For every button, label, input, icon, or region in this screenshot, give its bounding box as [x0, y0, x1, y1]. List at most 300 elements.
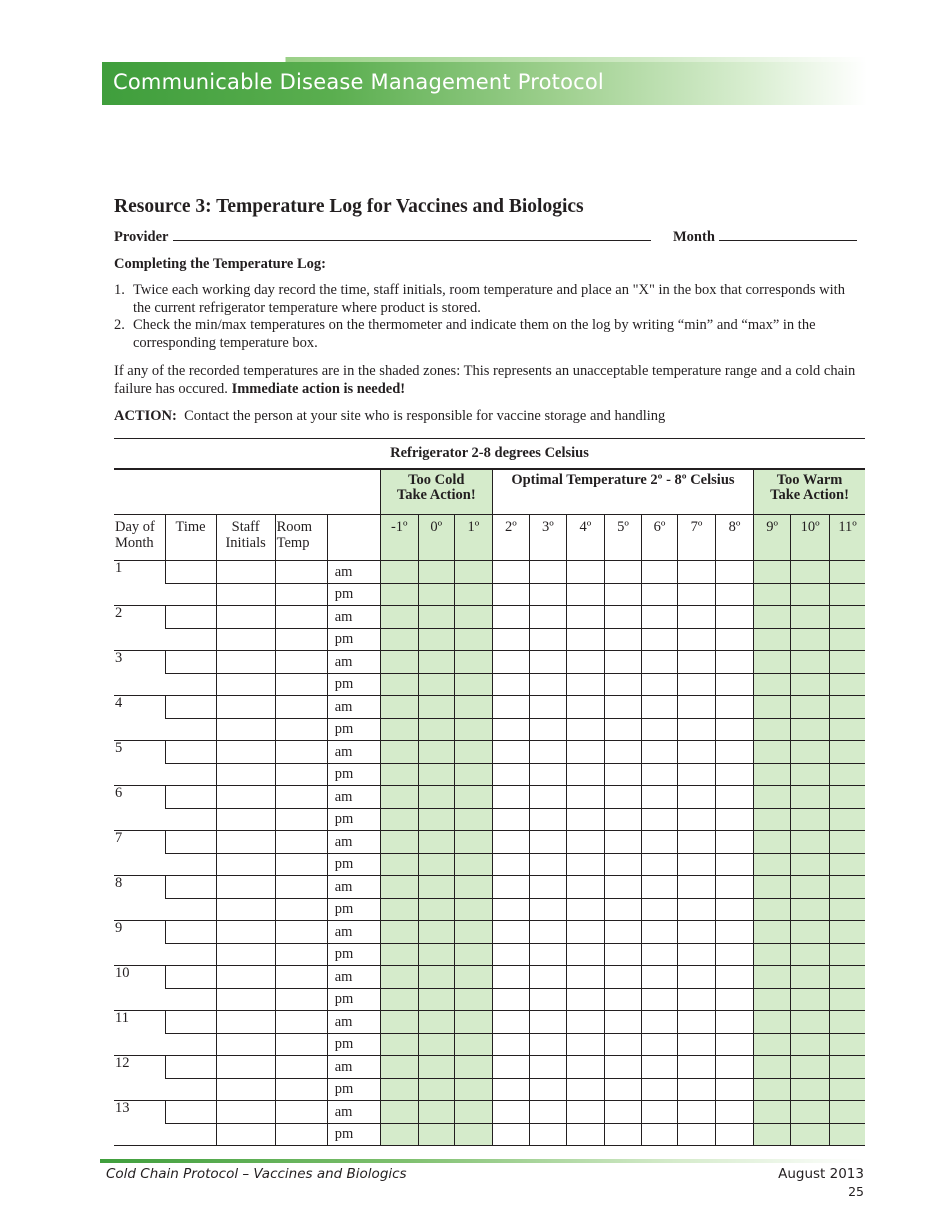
time-cell[interactable] [165, 673, 216, 696]
temperature-cell[interactable] [418, 741, 454, 764]
temperature-cell[interactable] [754, 718, 791, 741]
time-cell[interactable] [165, 606, 216, 629]
temperature-cell[interactable] [791, 966, 830, 989]
staff-initials-cell[interactable] [216, 561, 275, 584]
temperature-cell[interactable] [454, 786, 492, 809]
temperature-cell[interactable] [566, 583, 604, 606]
temperature-cell[interactable] [830, 1123, 865, 1146]
temperature-cell[interactable] [529, 628, 566, 651]
temperature-cell[interactable] [604, 651, 641, 674]
room-temp-cell[interactable] [275, 808, 327, 831]
room-temp-cell[interactable] [275, 943, 327, 966]
temperature-cell[interactable] [754, 741, 791, 764]
temperature-cell[interactable] [492, 943, 529, 966]
temperature-cell[interactable] [418, 696, 454, 719]
temperature-cell[interactable] [380, 898, 418, 921]
temperature-cell[interactable] [566, 853, 604, 876]
time-cell[interactable] [165, 943, 216, 966]
temperature-cell[interactable] [566, 988, 604, 1011]
temperature-cell[interactable] [604, 966, 641, 989]
temperature-cell[interactable] [380, 808, 418, 831]
temperature-cell[interactable] [754, 763, 791, 786]
temperature-cell[interactable] [716, 1011, 754, 1034]
temperature-cell[interactable] [791, 1101, 830, 1124]
temperature-cell[interactable] [604, 876, 641, 899]
temperature-cell[interactable] [830, 741, 865, 764]
temperature-cell[interactable] [380, 786, 418, 809]
staff-initials-cell[interactable] [216, 1078, 275, 1101]
temperature-cell[interactable] [454, 988, 492, 1011]
temperature-cell[interactable] [529, 1078, 566, 1101]
temperature-cell[interactable] [418, 853, 454, 876]
temperature-cell[interactable] [604, 718, 641, 741]
temperature-cell[interactable] [529, 1056, 566, 1079]
room-temp-cell[interactable] [275, 651, 327, 674]
temperature-cell[interactable] [641, 1123, 677, 1146]
temperature-cell[interactable] [791, 1056, 830, 1079]
temperature-cell[interactable] [754, 898, 791, 921]
room-temp-cell[interactable] [275, 898, 327, 921]
temperature-cell[interactable] [454, 831, 492, 854]
temperature-cell[interactable] [454, 741, 492, 764]
temperature-cell[interactable] [791, 561, 830, 584]
temperature-cell[interactable] [380, 943, 418, 966]
temperature-cell[interactable] [492, 1078, 529, 1101]
temperature-cell[interactable] [716, 606, 754, 629]
temperature-cell[interactable] [418, 988, 454, 1011]
temperature-cell[interactable] [716, 853, 754, 876]
time-cell[interactable] [165, 921, 216, 944]
temperature-cell[interactable] [791, 1078, 830, 1101]
room-temp-cell[interactable] [275, 786, 327, 809]
temperature-cell[interactable] [641, 561, 677, 584]
temperature-cell[interactable] [641, 606, 677, 629]
temperature-cell[interactable] [641, 1078, 677, 1101]
temperature-cell[interactable] [380, 966, 418, 989]
room-temp-cell[interactable] [275, 921, 327, 944]
temperature-cell[interactable] [604, 628, 641, 651]
time-cell[interactable] [165, 1078, 216, 1101]
temperature-cell[interactable] [566, 966, 604, 989]
temperature-cell[interactable] [791, 988, 830, 1011]
month-blank[interactable] [719, 228, 857, 241]
room-temp-cell[interactable] [275, 1033, 327, 1056]
temperature-cell[interactable] [791, 606, 830, 629]
temperature-cell[interactable] [566, 606, 604, 629]
temperature-cell[interactable] [604, 741, 641, 764]
temperature-cell[interactable] [791, 583, 830, 606]
time-cell[interactable] [165, 583, 216, 606]
temperature-cell[interactable] [677, 786, 715, 809]
temperature-cell[interactable] [641, 898, 677, 921]
staff-initials-cell[interactable] [216, 876, 275, 899]
temperature-cell[interactable] [791, 696, 830, 719]
time-cell[interactable] [165, 741, 216, 764]
staff-initials-cell[interactable] [216, 853, 275, 876]
temperature-cell[interactable] [716, 966, 754, 989]
time-cell[interactable] [165, 696, 216, 719]
temperature-cell[interactable] [454, 696, 492, 719]
temperature-cell[interactable] [754, 583, 791, 606]
temperature-cell[interactable] [716, 763, 754, 786]
temperature-cell[interactable] [716, 741, 754, 764]
time-cell[interactable] [165, 988, 216, 1011]
time-cell[interactable] [165, 966, 216, 989]
temperature-cell[interactable] [492, 763, 529, 786]
temperature-cell[interactable] [380, 988, 418, 1011]
temperature-cell[interactable] [418, 651, 454, 674]
temperature-cell[interactable] [418, 921, 454, 944]
temperature-cell[interactable] [677, 1033, 715, 1056]
temperature-cell[interactable] [830, 673, 865, 696]
room-temp-cell[interactable] [275, 673, 327, 696]
temperature-cell[interactable] [566, 943, 604, 966]
temperature-cell[interactable] [677, 1123, 715, 1146]
temperature-cell[interactable] [830, 876, 865, 899]
temperature-cell[interactable] [641, 673, 677, 696]
room-temp-cell[interactable] [275, 1056, 327, 1079]
temperature-cell[interactable] [380, 1123, 418, 1146]
temperature-cell[interactable] [418, 1011, 454, 1034]
temperature-cell[interactable] [566, 876, 604, 899]
staff-initials-cell[interactable] [216, 673, 275, 696]
temperature-cell[interactable] [754, 853, 791, 876]
temperature-cell[interactable] [566, 1011, 604, 1034]
temperature-cell[interactable] [830, 943, 865, 966]
temperature-cell[interactable] [830, 988, 865, 1011]
temperature-cell[interactable] [454, 853, 492, 876]
time-cell[interactable] [165, 763, 216, 786]
temperature-cell[interactable] [529, 606, 566, 629]
temperature-cell[interactable] [529, 1101, 566, 1124]
temperature-cell[interactable] [791, 853, 830, 876]
temperature-cell[interactable] [380, 1078, 418, 1101]
temperature-cell[interactable] [791, 673, 830, 696]
time-cell[interactable] [165, 561, 216, 584]
temperature-cell[interactable] [754, 786, 791, 809]
temperature-cell[interactable] [830, 718, 865, 741]
temperature-cell[interactable] [418, 831, 454, 854]
temperature-cell[interactable] [677, 831, 715, 854]
time-cell[interactable] [165, 1056, 216, 1079]
temperature-cell[interactable] [754, 696, 791, 719]
temperature-cell[interactable] [791, 651, 830, 674]
temperature-cell[interactable] [677, 1056, 715, 1079]
staff-initials-cell[interactable] [216, 718, 275, 741]
temperature-cell[interactable] [641, 1101, 677, 1124]
temperature-cell[interactable] [830, 628, 865, 651]
temperature-cell[interactable] [454, 808, 492, 831]
temperature-cell[interactable] [418, 1123, 454, 1146]
temperature-cell[interactable] [716, 876, 754, 899]
temperature-cell[interactable] [791, 763, 830, 786]
temperature-cell[interactable] [677, 808, 715, 831]
temperature-cell[interactable] [754, 1011, 791, 1034]
temperature-cell[interactable] [529, 808, 566, 831]
temperature-cell[interactable] [454, 943, 492, 966]
room-temp-cell[interactable] [275, 696, 327, 719]
temperature-cell[interactable] [604, 988, 641, 1011]
staff-initials-cell[interactable] [216, 1056, 275, 1079]
temperature-cell[interactable] [677, 1011, 715, 1034]
temperature-cell[interactable] [604, 921, 641, 944]
temperature-cell[interactable] [492, 1056, 529, 1079]
temperature-cell[interactable] [716, 808, 754, 831]
temperature-cell[interactable] [418, 606, 454, 629]
temperature-cell[interactable] [716, 696, 754, 719]
temperature-cell[interactable] [754, 1078, 791, 1101]
temperature-cell[interactable] [641, 741, 677, 764]
time-cell[interactable] [165, 718, 216, 741]
temperature-cell[interactable] [380, 606, 418, 629]
temperature-cell[interactable] [677, 651, 715, 674]
temperature-cell[interactable] [566, 718, 604, 741]
temperature-cell[interactable] [492, 741, 529, 764]
temperature-cell[interactable] [418, 1056, 454, 1079]
staff-initials-cell[interactable] [216, 943, 275, 966]
temperature-cell[interactable] [641, 943, 677, 966]
temperature-cell[interactable] [492, 808, 529, 831]
temperature-cell[interactable] [454, 651, 492, 674]
temperature-cell[interactable] [454, 921, 492, 944]
temperature-cell[interactable] [716, 831, 754, 854]
temperature-cell[interactable] [454, 561, 492, 584]
room-temp-cell[interactable] [275, 606, 327, 629]
temperature-cell[interactable] [418, 943, 454, 966]
temperature-cell[interactable] [454, 1011, 492, 1034]
temperature-cell[interactable] [830, 1033, 865, 1056]
room-temp-cell[interactable] [275, 1078, 327, 1101]
temperature-cell[interactable] [380, 921, 418, 944]
temperature-cell[interactable] [492, 921, 529, 944]
temperature-cell[interactable] [604, 853, 641, 876]
temperature-cell[interactable] [380, 741, 418, 764]
temperature-cell[interactable] [492, 1011, 529, 1034]
temperature-cell[interactable] [529, 786, 566, 809]
temperature-cell[interactable] [754, 988, 791, 1011]
temperature-cell[interactable] [380, 628, 418, 651]
temperature-cell[interactable] [604, 1011, 641, 1034]
temperature-cell[interactable] [380, 1011, 418, 1034]
temperature-cell[interactable] [716, 943, 754, 966]
temperature-cell[interactable] [754, 628, 791, 651]
temperature-cell[interactable] [492, 1033, 529, 1056]
temperature-cell[interactable] [566, 1056, 604, 1079]
time-cell[interactable] [165, 628, 216, 651]
temperature-cell[interactable] [604, 1033, 641, 1056]
temperature-cell[interactable] [492, 696, 529, 719]
staff-initials-cell[interactable] [216, 763, 275, 786]
temperature-cell[interactable] [454, 673, 492, 696]
temperature-cell[interactable] [754, 651, 791, 674]
temperature-cell[interactable] [604, 1123, 641, 1146]
room-temp-cell[interactable] [275, 853, 327, 876]
temperature-cell[interactable] [492, 628, 529, 651]
temperature-cell[interactable] [716, 1033, 754, 1056]
temperature-cell[interactable] [716, 898, 754, 921]
temperature-cell[interactable] [418, 561, 454, 584]
temperature-cell[interactable] [492, 1101, 529, 1124]
temperature-cell[interactable] [754, 921, 791, 944]
temperature-cell[interactable] [529, 898, 566, 921]
temperature-cell[interactable] [566, 898, 604, 921]
temperature-cell[interactable] [791, 831, 830, 854]
temperature-cell[interactable] [529, 583, 566, 606]
temperature-cell[interactable] [754, 606, 791, 629]
temperature-cell[interactable] [492, 606, 529, 629]
room-temp-cell[interactable] [275, 1101, 327, 1124]
temperature-cell[interactable] [641, 876, 677, 899]
temperature-cell[interactable] [529, 673, 566, 696]
time-cell[interactable] [165, 831, 216, 854]
temperature-cell[interactable] [529, 1033, 566, 1056]
temperature-cell[interactable] [454, 1101, 492, 1124]
temperature-cell[interactable] [566, 1123, 604, 1146]
temperature-cell[interactable] [754, 1123, 791, 1146]
time-cell[interactable] [165, 1123, 216, 1146]
temperature-cell[interactable] [492, 673, 529, 696]
temperature-cell[interactable] [492, 876, 529, 899]
temperature-cell[interactable] [380, 718, 418, 741]
temperature-cell[interactable] [754, 1056, 791, 1079]
temperature-cell[interactable] [454, 763, 492, 786]
temperature-cell[interactable] [454, 718, 492, 741]
temperature-cell[interactable] [418, 673, 454, 696]
temperature-cell[interactable] [529, 876, 566, 899]
temperature-cell[interactable] [791, 718, 830, 741]
room-temp-cell[interactable] [275, 1123, 327, 1146]
staff-initials-cell[interactable] [216, 1011, 275, 1034]
room-temp-cell[interactable] [275, 966, 327, 989]
temperature-cell[interactable] [492, 898, 529, 921]
temperature-cell[interactable] [418, 966, 454, 989]
temperature-cell[interactable] [677, 673, 715, 696]
temperature-cell[interactable] [830, 1101, 865, 1124]
room-temp-cell[interactable] [275, 831, 327, 854]
temperature-cell[interactable] [418, 1101, 454, 1124]
temperature-cell[interactable] [754, 943, 791, 966]
time-cell[interactable] [165, 1101, 216, 1124]
temperature-cell[interactable] [380, 876, 418, 899]
temperature-cell[interactable] [791, 876, 830, 899]
temperature-cell[interactable] [529, 651, 566, 674]
temperature-cell[interactable] [566, 561, 604, 584]
temperature-cell[interactable] [454, 628, 492, 651]
temperature-cell[interactable] [830, 1011, 865, 1034]
temperature-cell[interactable] [492, 786, 529, 809]
temperature-cell[interactable] [566, 651, 604, 674]
staff-initials-cell[interactable] [216, 786, 275, 809]
temperature-cell[interactable] [380, 561, 418, 584]
temperature-cell[interactable] [641, 583, 677, 606]
temperature-cell[interactable] [791, 1033, 830, 1056]
room-temp-cell[interactable] [275, 583, 327, 606]
temperature-cell[interactable] [641, 1033, 677, 1056]
temperature-cell[interactable] [380, 696, 418, 719]
temperature-cell[interactable] [566, 1101, 604, 1124]
temperature-cell[interactable] [566, 808, 604, 831]
temperature-cell[interactable] [566, 763, 604, 786]
temperature-cell[interactable] [380, 1056, 418, 1079]
temperature-cell[interactable] [677, 921, 715, 944]
temperature-cell[interactable] [604, 1056, 641, 1079]
temperature-cell[interactable] [418, 1033, 454, 1056]
temperature-cell[interactable] [604, 606, 641, 629]
temperature-cell[interactable] [716, 1101, 754, 1124]
temperature-cell[interactable] [566, 831, 604, 854]
temperature-cell[interactable] [754, 831, 791, 854]
temperature-cell[interactable] [529, 853, 566, 876]
temperature-cell[interactable] [791, 921, 830, 944]
temperature-cell[interactable] [716, 921, 754, 944]
temperature-cell[interactable] [754, 966, 791, 989]
temperature-cell[interactable] [677, 718, 715, 741]
temperature-cell[interactable] [677, 853, 715, 876]
temperature-cell[interactable] [791, 786, 830, 809]
staff-initials-cell[interactable] [216, 696, 275, 719]
temperature-cell[interactable] [529, 741, 566, 764]
temperature-cell[interactable] [641, 831, 677, 854]
temperature-cell[interactable] [604, 673, 641, 696]
staff-initials-cell[interactable] [216, 606, 275, 629]
temperature-cell[interactable] [641, 988, 677, 1011]
temperature-cell[interactable] [454, 583, 492, 606]
temperature-cell[interactable] [529, 718, 566, 741]
temperature-cell[interactable] [716, 628, 754, 651]
temperature-cell[interactable] [418, 583, 454, 606]
temperature-cell[interactable] [754, 808, 791, 831]
temperature-cell[interactable] [492, 718, 529, 741]
temperature-cell[interactable] [566, 921, 604, 944]
temperature-cell[interactable] [492, 988, 529, 1011]
temperature-cell[interactable] [604, 808, 641, 831]
temperature-cell[interactable] [754, 1033, 791, 1056]
temperature-cell[interactable] [380, 583, 418, 606]
temperature-cell[interactable] [529, 696, 566, 719]
temperature-cell[interactable] [418, 786, 454, 809]
room-temp-cell[interactable] [275, 876, 327, 899]
room-temp-cell[interactable] [275, 1011, 327, 1034]
temperature-cell[interactable] [641, 1011, 677, 1034]
room-temp-cell[interactable] [275, 763, 327, 786]
temperature-cell[interactable] [677, 763, 715, 786]
temperature-cell[interactable] [716, 673, 754, 696]
temperature-cell[interactable] [454, 1056, 492, 1079]
temperature-cell[interactable] [716, 786, 754, 809]
temperature-cell[interactable] [529, 831, 566, 854]
temperature-cell[interactable] [380, 651, 418, 674]
provider-blank[interactable] [173, 228, 651, 241]
temperature-cell[interactable] [604, 561, 641, 584]
temperature-cell[interactable] [641, 696, 677, 719]
temperature-cell[interactable] [529, 921, 566, 944]
temperature-cell[interactable] [566, 628, 604, 651]
temperature-cell[interactable] [791, 1123, 830, 1146]
temperature-cell[interactable] [791, 898, 830, 921]
temperature-cell[interactable] [830, 966, 865, 989]
time-cell[interactable] [165, 898, 216, 921]
temperature-cell[interactable] [791, 741, 830, 764]
temperature-cell[interactable] [380, 763, 418, 786]
temperature-cell[interactable] [641, 1056, 677, 1079]
temperature-cell[interactable] [716, 988, 754, 1011]
temperature-cell[interactable] [418, 628, 454, 651]
staff-initials-cell[interactable] [216, 741, 275, 764]
staff-initials-cell[interactable] [216, 988, 275, 1011]
temperature-cell[interactable] [677, 966, 715, 989]
temperature-cell[interactable] [830, 561, 865, 584]
temperature-cell[interactable] [830, 763, 865, 786]
